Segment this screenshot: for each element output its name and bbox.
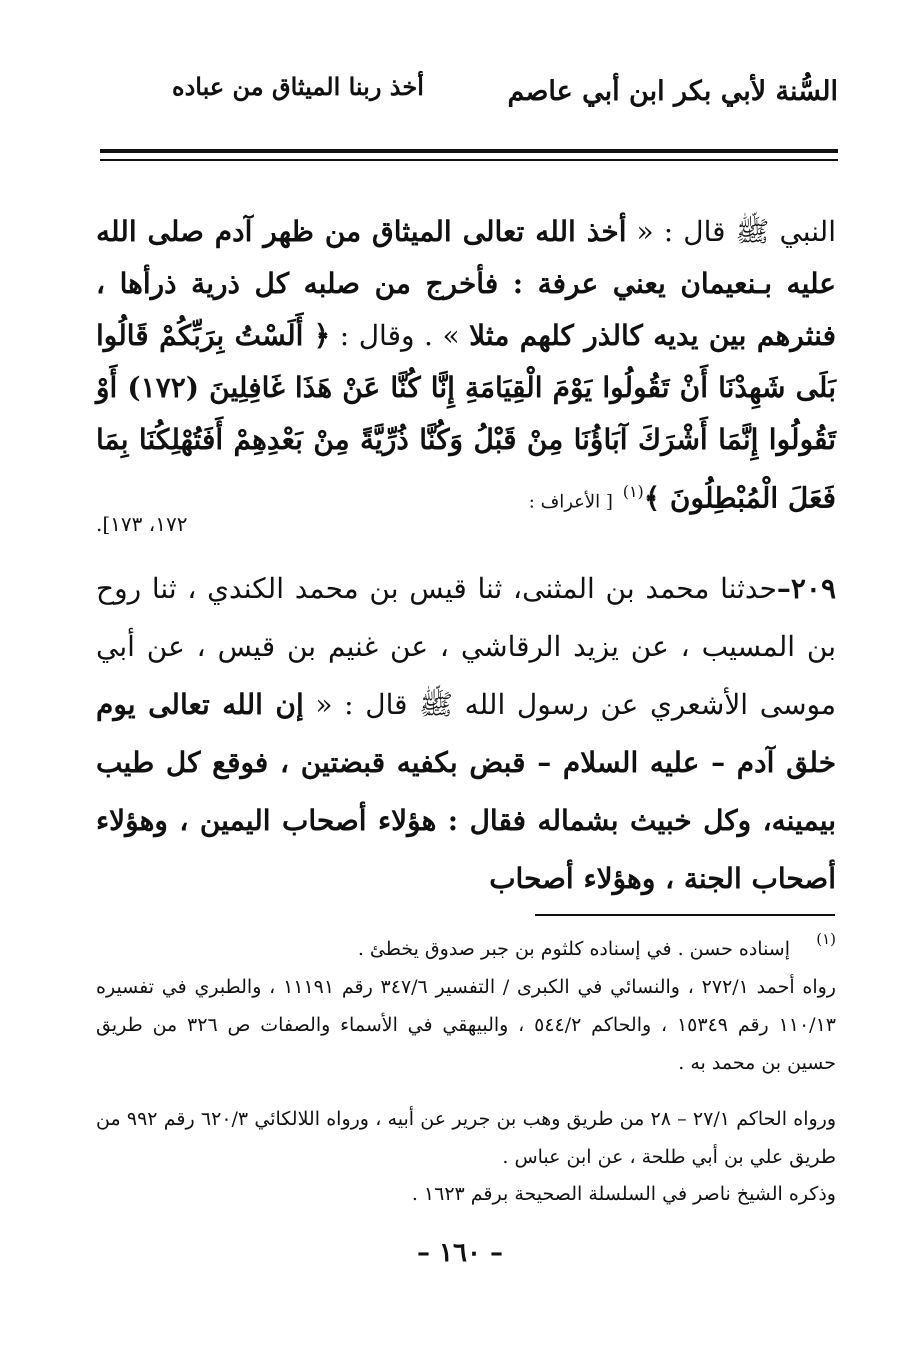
hadith-matn: إن الله تعالى يوم خلق آدم – عليه السلام – قبض بكفيه قبضتين ، فوقع كل طيب بيمينه، وكل خبيث بشماله فقال : هؤلاء أصحاب اليمين ، وهؤلاء أصحاب الجنة ، وهؤلاء أصحاب xyxy=(96,688,836,895)
page-number: – ١٦٠ – xyxy=(416,1238,504,1268)
hadith-number: ٢٠٩ xyxy=(790,572,836,605)
footnote-reference: (١) xyxy=(622,482,644,501)
hadith-isnad: حدثنا محمد بن المثنى، ثنا قيس بن محمد الكندي ، ثنا روح بن المسيب ، عن يزيد الرقاشي ، عن غنيم بن قيس ، عن أبي موسى الأشعري عن رسول الله ﷺ قال : « xyxy=(96,572,836,721)
footnote-marker: (١) xyxy=(816,930,836,948)
surah-reference-continued: ١٧٢، ١٧٣]. xyxy=(96,512,188,536)
surah-reference: [ الأعراف : xyxy=(528,491,613,513)
paragraph-hadith-209 xyxy=(96,560,836,908)
running-header-chapter-title: أخذ ربنا الميثاق من عباده xyxy=(172,72,424,101)
footnote-line: وذكره الشيخ ناصر في السلسلة الصحيحة برقم ١٦٢٣ . xyxy=(411,1183,836,1205)
quran-verse: ﴿ أَلَسْتُ بِرَبِّكُمْ قَالُوا بَلَى شَهِدْنَا أَنْ تَقُولُوا يَوْمَ الْقِيَامَةِ إِنَّا كُنَّا عَنْ هَذَا غَافِلِينَ (١٧٢) أَوْ تَقُولُوا إِنَّمَا أَشْرَكَ آبَاؤُنَا مِنْ قَبْلُ وَكُنَّا ذُرِّيَّةً مِنْ بَعْدِهِمْ أَفَتُهْلِكُنَا بِمَا فَعَلَ الْمُبْطِلُونَ ﴾ xyxy=(96,319,836,515)
hadith-number-dash: – xyxy=(776,572,791,605)
header-rule-thin xyxy=(100,159,838,161)
header-rule-thick xyxy=(100,149,838,153)
paragraph-hadith-208 xyxy=(96,206,836,528)
running-header-book-title: السُّنة لأبي بكر ابن أبي عاصم xyxy=(507,76,838,107)
footnote-separator xyxy=(535,914,835,916)
hadith-text: أخذ الله تعالى الميثاق من ظهر آدم صلى الله عليه بـنعيمان يعني عرفة : فأخرج من صلبه كل ذرية ذرأها ، فنثرهم بين يديه كالذر كلهم مثلا xyxy=(96,215,836,352)
paragraph-intro: النبي ﷺ قال : « xyxy=(626,215,836,248)
footnote-line: إسناده حسن . في إسناده كلثوم بن جبر صدوق يخطئ . xyxy=(357,938,790,960)
footnote-line: ورواه الحاكم ٢٧/١ – ٢٨ من طريق وهب بن جرير عن أبيه ، ورواه اللالكائي ٦٢٠/٣ رقم ٩٩٢ من طريق علي بن أبي طلحة ، عن ابن عباس . xyxy=(96,1108,836,1168)
footnote-line: رواه أحمد ٢٧٢/١ ، والنسائي في الكبرى / التفسير ٣٤٧/٦ رقم ١١١٩١ ، والطبري في تفسيره ١١٠/١٣ رقم ١٥٣٤٩ ، والحاكم ٥٤٤/٢ ، والبيهقي في الأسماء والصفات ص ٣٢٦ من طريق حسين بن محمد به . xyxy=(96,976,836,1074)
paragraph-connector: » . وقال : xyxy=(330,319,470,352)
